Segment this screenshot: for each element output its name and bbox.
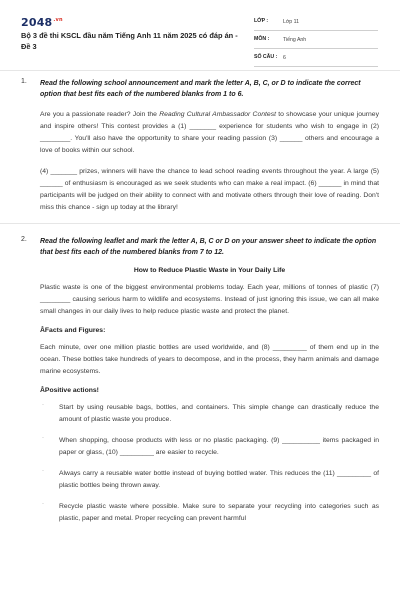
list-item-text: Start by using reusable bags, bottles, and containers. This simple change can drastically reduce the amount of plastic waste you produce. bbox=[59, 404, 379, 423]
question-number: 2. bbox=[21, 236, 27, 243]
question-number: 1. bbox=[21, 78, 27, 85]
meta-value: Tiếng Anh bbox=[283, 37, 307, 43]
passage-paragraph: (4) _______ prizes, winners will have the chance to lead school reading events throughout the year. A large (5) ______ of enthusiasm is encouraged as we seek students who can make a real impact. (6) ______ in mind that participants will be judged on their ability to connect with and motivate others through their love of reading. Don't miss this chance - sign up today at the library! bbox=[40, 168, 379, 211]
question-2 bbox=[0, 236, 400, 525]
document-header bbox=[0, 0, 400, 64]
list-item-text: When shopping, choose products with less or no plastic packaging. (9) __________ items packaged in paper or glass, (10) _________ are easier to recycle. bbox=[59, 437, 379, 456]
document-title: Bộ 3 đề thi KSCL đầu năm Tiếng Anh 11 năm 2025 có đáp án - Đề 3 bbox=[21, 31, 238, 51]
question-1 bbox=[0, 78, 400, 214]
bullet-icon: · bbox=[42, 501, 44, 507]
list-item-text: Always carry a reusable water bottle instead of buying bottled water. This reduces the (11) _________ of plastic bottles being thrown away. bbox=[59, 470, 379, 489]
passage-text: Are you a passionate reader? Join the bbox=[40, 111, 160, 118]
bullet-icon: · bbox=[42, 468, 44, 474]
logo-suffix: .vn bbox=[53, 17, 63, 24]
question-instruction: Read the following leaflet and mark the letter A, B, C or D on your answer sheet to indicate the option that best fits each of the numbered blanks from 7 to 12. bbox=[40, 238, 377, 256]
logo-text: 2048 bbox=[21, 16, 53, 29]
list-item bbox=[40, 435, 379, 459]
contest-name: Reading Cultural Ambassador Contest bbox=[159, 111, 276, 118]
bullet-icon: · bbox=[42, 435, 44, 441]
question-list bbox=[0, 78, 400, 534]
meta-label: MÔN : bbox=[254, 36, 270, 42]
meta-value: Lớp 11 bbox=[283, 19, 299, 25]
passage-paragraph: Each minute, over one million plastic bottles are used worldwide, and (8) _________ of them end up in the ocean. These bottles take hundreds of years to decompose, and in the process, they harm animals and damage marine ecosystems. bbox=[40, 344, 379, 375]
list-item-text: Recycle plastic waste where possible. Make sure to separate your recycling into categories such as plastic, paper and metal. Proper recycling can prevent harmful bbox=[59, 503, 379, 522]
leaflet-heading: How to Reduce Plastic Waste in Your Daily Life bbox=[133, 267, 286, 274]
site-logo[interactable] bbox=[21, 16, 63, 29]
header-divider bbox=[0, 70, 400, 71]
question-instruction: Read the following school announcement and mark the letter A, B, C, or D to indicate the correct option that best fits each of the numbered blanks from 1 to 6. bbox=[40, 80, 361, 98]
question-divider bbox=[0, 223, 400, 224]
meta-panel bbox=[254, 16, 378, 70]
meta-value: 6 bbox=[283, 55, 286, 61]
meta-label: LỚP : bbox=[254, 18, 269, 24]
bullet-icon: · bbox=[42, 402, 44, 408]
meta-row-subject bbox=[254, 34, 378, 49]
meta-label: SỐ CÂU : bbox=[254, 54, 278, 60]
passage-text: to showcase your unique journey and inspire others! This contest provides a (1) _______ experience for students who wish to engage in (2) ________. You'll also have the opportunity to share your reading passion (3) ______ others and encourage a love of books within our school. bbox=[40, 111, 379, 154]
facts-heading: ÂFacts and Figures: bbox=[40, 327, 106, 334]
list-item bbox=[40, 501, 379, 525]
meta-row-count bbox=[254, 52, 378, 67]
passage-paragraph bbox=[40, 109, 379, 157]
list-item bbox=[40, 402, 379, 426]
list-item bbox=[40, 468, 379, 492]
actions-heading: ÂPositive actions! bbox=[40, 387, 99, 394]
passage-paragraph: Plastic waste is one of the biggest environmental problems today. Each year, millions of tonnes of plastic (7) ________ causing serious harm to wildlife and ecosystems. Instead of just ignoring this issue, we can all make small changes in our daily lives to help reduce plastic waste and protect the planet. bbox=[40, 284, 379, 315]
meta-row-class bbox=[254, 16, 378, 31]
